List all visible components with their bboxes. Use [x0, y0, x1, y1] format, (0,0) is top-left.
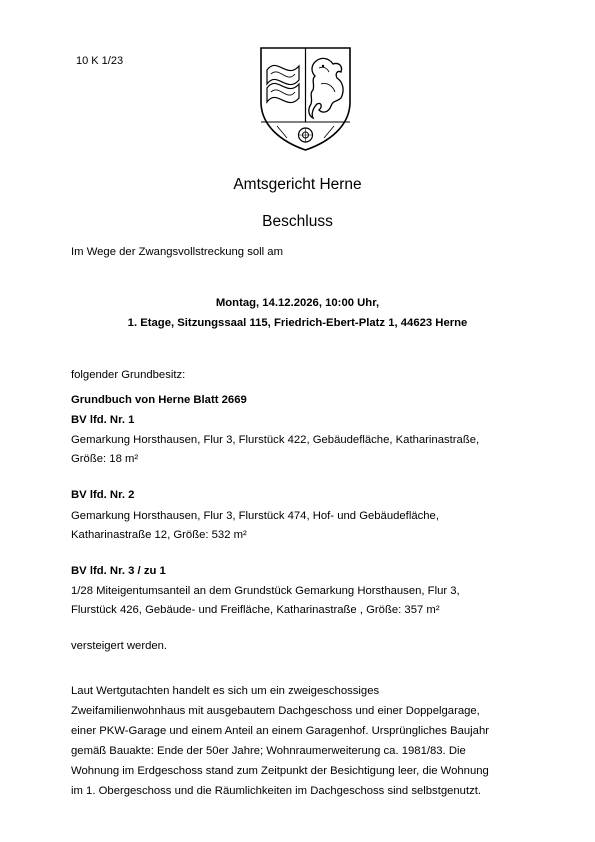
item-title: BV lfd. Nr. 1 [71, 414, 135, 426]
item-title: BV lfd. Nr. 2 [71, 489, 135, 501]
description-line: Laut Wertgutachten handelt es sich um ein zweigeschossiges [71, 685, 380, 697]
description-line: Wohnung im Erdgeschoss stand zum Zeitpunkt der Besichtigung leer, die Wohnung [71, 765, 489, 777]
item-title: BV lfd. Nr. 3 / zu 1 [71, 565, 166, 577]
property-intro: folgender Grundbesitz: [71, 369, 186, 381]
document-type: Beschluss [262, 213, 333, 230]
nrw-coat-of-arms-icon [257, 44, 354, 154]
court-name: Amtsgericht Herne [233, 176, 362, 193]
item-line: Flurstück 426, Gebäude- und Freifläche, Katharinastraße , Größe: 357 m² [71, 604, 440, 616]
case-number: 10 K 1/23 [76, 55, 124, 67]
item-line: 1/28 Miteigentumsanteil an dem Grundstück Gemarkung Horsthausen, Flur 3, [71, 585, 460, 597]
item-line: Größe: 18 m² [71, 453, 139, 465]
intro-text: Im Wege der Zwangsvollstreckung soll am [71, 246, 284, 258]
description-line: gemäß Bauakte: Ende der 50er Jahre; Wohnraumerweiterung ca. 1981/83. Die [71, 745, 466, 757]
item-line: Gemarkung Horsthausen, Flur 3, Flurstück 422, Gebäudefläche, Katharinastraße, [71, 434, 480, 446]
item-line: Katharinastraße 12, Größe: 532 m² [71, 529, 247, 541]
description-line: einer PKW-Garage und einem Anteil an einem Garagenhof. Ursprüngliches Baujahr [71, 725, 490, 737]
description-line: im 1. Obergeschoss und die Räumlichkeiten im Dachgeschoss sind selbstgenutzt. [71, 785, 482, 797]
appointment-date: Montag, 14.12.2026, 10:00 Uhr, [215, 297, 380, 309]
closing-text: versteigert werden. [71, 640, 168, 652]
item-line: Gemarkung Horsthausen, Flur 3, Flurstück 474, Hof- und Gebäudefläche, [71, 510, 439, 522]
appointment-location: 1. Etage, Sitzungssaal 115, Friedrich-Ebert-Platz 1, 44623 Herne [127, 317, 468, 329]
land-register-heading: Grundbuch von Herne Blatt 2669 [71, 394, 247, 406]
description-line: Zweifamilienwohnhaus mit ausgebautem Dachgeschoss und einer Doppelgarage, [71, 705, 480, 717]
